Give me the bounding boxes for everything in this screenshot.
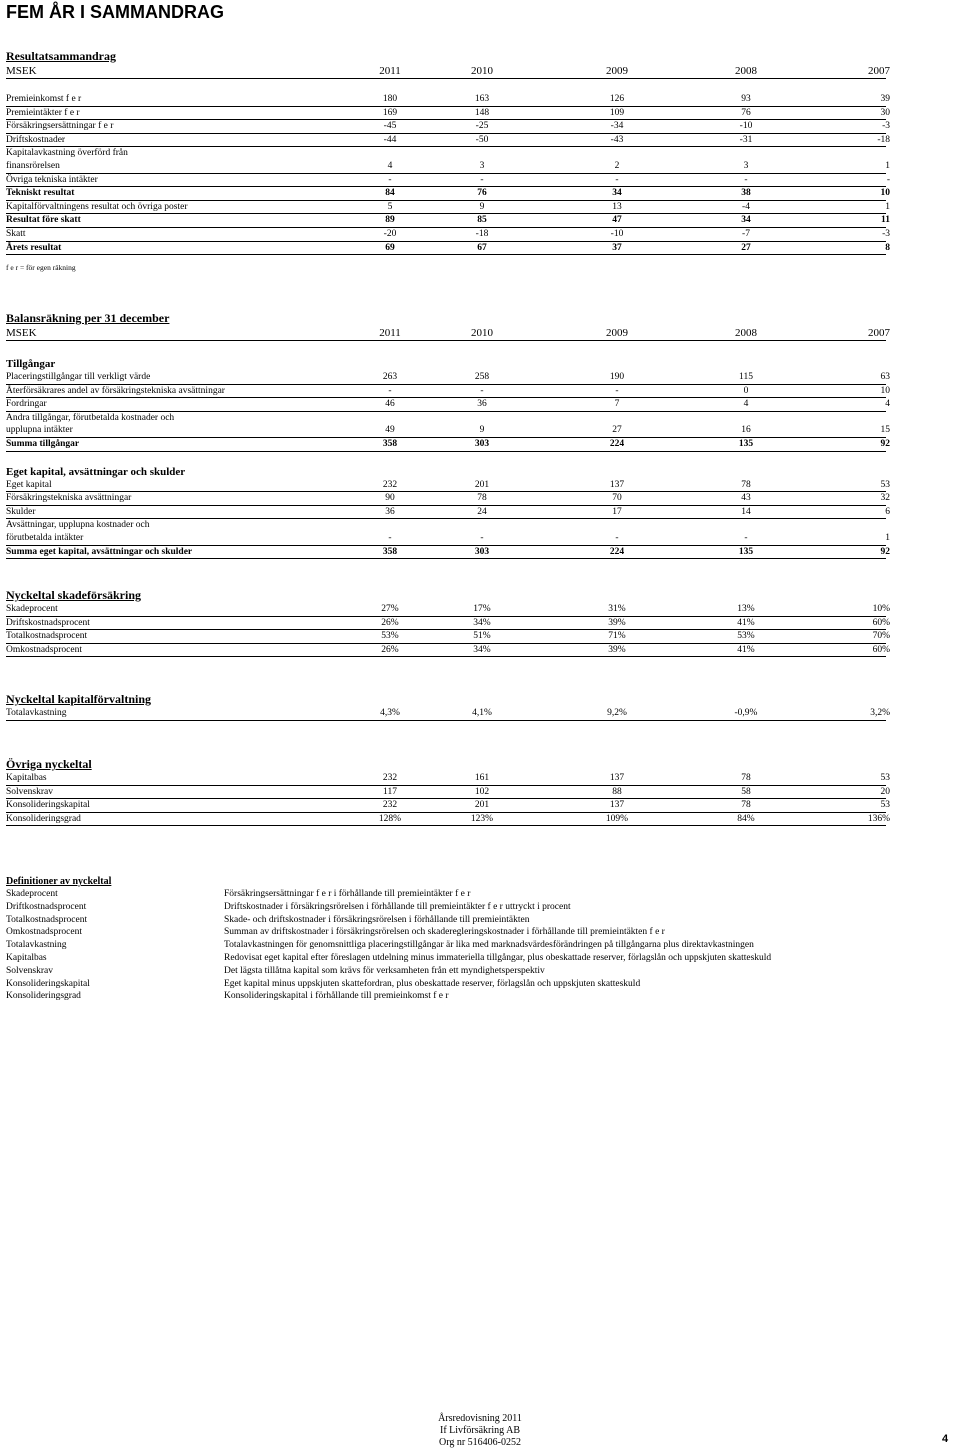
table-row: [6, 707, 890, 721]
table-row: [6, 93, 890, 107]
row-label: Årets resultat: [6, 242, 62, 253]
table-row: [6, 242, 890, 256]
value-cell: 303: [474, 546, 490, 557]
value-cell: 84: [385, 188, 395, 199]
table-row: [6, 617, 890, 631]
section-kapital: [6, 692, 890, 721]
value-cell: 34%: [473, 644, 491, 655]
value-cell: 92: [880, 546, 890, 557]
year-header: 2007: [868, 65, 890, 77]
value-cell: 32: [880, 493, 890, 504]
value-cell: 3: [743, 160, 749, 171]
value-cell: 76: [477, 188, 487, 199]
value-cell: 92: [880, 438, 890, 449]
value-cell: 30: [880, 107, 890, 118]
definition-text: Försäkringsersättningar f e r i förhållande till premieintäkter f e r: [224, 889, 471, 899]
value-cell: 2: [614, 160, 620, 171]
value-cell: -7: [742, 228, 750, 239]
row-label: Kapitalbas: [6, 773, 47, 783]
unit-label: MSEK: [6, 327, 37, 339]
year-header: 2009: [606, 327, 628, 339]
row-label: Resultat före skatt: [6, 215, 81, 226]
value-cell: 27%: [381, 604, 399, 614]
definition-term: Konsolideringsgrad: [6, 991, 81, 1002]
value-cell: 60%: [872, 617, 890, 628]
value-cell: 37: [612, 242, 622, 253]
value-cell: 135: [738, 546, 754, 557]
footnote: f e r = för egen räkning: [6, 263, 76, 272]
year-header: 2011: [379, 65, 401, 77]
section-title: Resultatsammandrag: [6, 49, 116, 63]
table-row: [6, 134, 890, 148]
value-cell: -44: [383, 134, 397, 145]
section-title: Balansräkning per 31 december: [6, 311, 170, 325]
definition-term: Solvenskrav: [6, 965, 53, 976]
value-cell: -31: [739, 134, 753, 145]
value-cell: 26%: [381, 617, 399, 628]
value-cell: 49: [385, 425, 395, 436]
value-cell: 84%: [737, 813, 755, 824]
section-title: Övriga nyckeltal: [6, 757, 92, 771]
value-cell: -: [480, 532, 484, 543]
value-cell: -: [388, 385, 392, 396]
assets-table: [6, 371, 890, 452]
row-label: Kapitalavkastning överförd från finansrörelsen: [6, 148, 128, 171]
footer-company: If Livförsäkring AB: [440, 1425, 520, 1436]
table-row: [6, 813, 890, 827]
section-skade: [6, 588, 890, 657]
value-cell: 78: [741, 479, 751, 490]
value-cell: -10: [610, 228, 624, 239]
row-label: Driftskostnadsprocent: [6, 617, 90, 628]
value-cell: 1: [885, 160, 890, 171]
footer-report: Årsredovisning 2011: [438, 1413, 522, 1424]
value-cell: 0: [743, 385, 749, 396]
section-balans: [6, 311, 890, 559]
value-cell: 117: [383, 786, 397, 797]
table-row: [6, 214, 890, 228]
page-number: 4: [942, 1433, 949, 1445]
value-cell: 3,2%: [870, 708, 890, 718]
row-label: Driftskostnader: [6, 134, 66, 145]
value-cell: -3: [882, 228, 890, 239]
value-cell: 34: [741, 215, 751, 226]
row-label: Eget kapital: [6, 479, 52, 490]
definition-item: [6, 914, 906, 927]
value-cell: 58: [741, 786, 751, 797]
value-cell: 303: [474, 438, 490, 449]
definitions-list: [6, 888, 906, 1003]
table-row: [6, 412, 890, 438]
value-cell: 109%: [605, 813, 629, 824]
table-row: [6, 201, 890, 215]
row-label: Premieintäkter f e r: [6, 107, 80, 118]
value-cell: 10: [880, 188, 890, 199]
unit-label: MSEK: [6, 65, 37, 77]
value-cell: 161: [474, 773, 490, 783]
definition-term: Totalavkastning: [6, 940, 67, 951]
assets-heading: Tillgångar: [6, 358, 56, 370]
value-cell: 115: [739, 372, 753, 382]
table-row: [6, 546, 890, 560]
value-cell: 41%: [737, 617, 755, 628]
value-cell: 9,2%: [607, 708, 627, 718]
value-cell: 14: [741, 506, 751, 517]
value-cell: 358: [382, 438, 398, 449]
table-row: [6, 603, 890, 617]
table-header: [6, 326, 890, 341]
value-cell: 126: [609, 94, 625, 104]
value-cell: -18: [475, 228, 489, 239]
definition-text: Skade- och driftskostnader i försäkringsrörelsen i förhållande till premieintäkten: [224, 914, 530, 925]
definition-term: Skadeprocent: [6, 889, 58, 899]
year-header: 2010: [471, 65, 493, 77]
kapital-table: [6, 707, 890, 721]
year-header: 2009: [606, 65, 628, 77]
row-label: Skatt: [6, 228, 26, 239]
value-cell: 258: [474, 372, 490, 382]
value-cell: 71%: [608, 631, 626, 642]
value-cell: -50: [475, 134, 489, 145]
value-cell: 88: [612, 786, 622, 797]
definition-item: [6, 926, 906, 939]
value-cell: 232: [382, 773, 398, 783]
value-cell: -: [480, 385, 484, 396]
table-row: [6, 644, 890, 658]
row-label: Premieinkomst f e r: [6, 94, 82, 104]
value-cell: 9: [479, 425, 485, 436]
table-row: [6, 786, 890, 800]
value-cell: 8: [885, 242, 890, 253]
value-cell: 201: [474, 800, 490, 811]
value-cell: 34%: [473, 617, 491, 628]
section-title: Nyckeltal kapitalförvaltning: [6, 692, 152, 706]
value-cell: 169: [382, 107, 398, 118]
definition-item: [6, 990, 906, 1003]
definition-text: Driftskostnader i försäkringsrörelsen i förhållande till premieintäkter f e r uttryckt i procent: [224, 901, 571, 912]
row-label: Avsättningar, upplupna kostnader och förutbetalda intäkter: [6, 520, 150, 543]
value-cell: -0,9%: [734, 708, 758, 718]
definition-text: Det lägsta tillåtna kapital som krävs för verksamheten från ett myndighetsperspektiv: [224, 965, 545, 976]
value-cell: 53: [880, 773, 890, 783]
value-cell: -: [744, 174, 748, 185]
value-cell: -43: [610, 134, 624, 145]
table-row: [6, 492, 890, 506]
value-cell: 41%: [737, 644, 755, 655]
table-row: [6, 479, 890, 493]
table-row: [6, 506, 890, 520]
year-header: 2011: [379, 327, 401, 339]
value-cell: -18: [877, 134, 890, 145]
value-cell: -: [615, 532, 619, 543]
value-cell: 1: [885, 532, 890, 543]
value-cell: 78: [477, 493, 487, 504]
value-cell: -34: [610, 121, 624, 132]
value-cell: 263: [382, 372, 398, 382]
value-cell: 20: [880, 786, 890, 797]
value-cell: 39%: [608, 617, 626, 628]
value-cell: 1: [885, 201, 890, 212]
value-cell: 4: [743, 399, 749, 410]
value-cell: 190: [609, 372, 625, 382]
table-row: [6, 107, 890, 121]
value-cell: 163: [474, 94, 490, 104]
value-cell: 51%: [473, 631, 491, 642]
table-row: [6, 371, 890, 385]
page-title: FEM ÅR I SAMMANDRAG: [6, 2, 224, 22]
table-row: [6, 174, 890, 188]
value-cell: -3: [882, 121, 890, 132]
value-cell: 136%: [867, 813, 890, 824]
value-cell: 137: [609, 800, 625, 811]
definition-item: [6, 965, 906, 978]
value-cell: 137: [609, 773, 625, 783]
ovriga-table: [6, 772, 890, 826]
value-cell: 89: [385, 215, 395, 226]
value-cell: 123%: [470, 813, 494, 824]
value-cell: 17%: [473, 604, 491, 614]
value-cell: -: [388, 532, 392, 543]
row-label: Konsolideringsgrad: [6, 813, 81, 824]
section-resultat: [6, 49, 890, 255]
row-label: Totalkostnadsprocent: [6, 631, 88, 642]
row-label: Skadeprocent: [6, 604, 58, 614]
value-cell: -20: [383, 228, 397, 239]
value-cell: 53%: [381, 631, 399, 642]
definition-item: [6, 939, 906, 952]
value-cell: 10%: [872, 604, 890, 614]
value-cell: 232: [382, 800, 398, 811]
value-cell: 76: [741, 107, 751, 118]
value-cell: 6: [885, 506, 890, 517]
value-cell: 224: [609, 546, 625, 557]
value-cell: 4,1%: [472, 708, 492, 718]
definition-term: Kapitalbas: [6, 952, 47, 963]
footer-orgnr: Org nr 516406-0252: [438, 1437, 522, 1448]
value-cell: 13: [612, 201, 622, 212]
value-cell: 67: [477, 242, 487, 253]
definition-text: Konsolideringskapital i förhållande till premieinkomst f e r: [224, 991, 449, 1002]
row-label: Placeringstillgångar till verkligt värde: [6, 372, 151, 382]
definition-item: [6, 978, 906, 991]
value-cell: 26%: [381, 644, 399, 655]
section-ovriga: [6, 757, 890, 826]
value-cell: -4: [742, 201, 750, 212]
table-row: [6, 120, 890, 134]
definition-item: [6, 952, 906, 965]
row-label: Fordringar: [6, 399, 47, 410]
value-cell: 43: [741, 493, 751, 504]
row-label: Solvenskrav: [6, 786, 53, 797]
table-row: [6, 799, 890, 813]
definition-text: Eget kapital minus uppskjuten skattefordran, plus obeskattade reserver, förlagslån och uppskjuten skatteskuld: [224, 978, 641, 989]
value-cell: 9: [479, 201, 485, 212]
row-label: Återförsäkrares andel av försäkringstekniska avsättningar: [6, 385, 225, 396]
value-cell: 5: [387, 201, 393, 212]
row-label: Försäkringsersättningar f e r: [6, 121, 114, 132]
value-cell: 34: [612, 188, 622, 199]
value-cell: 38: [741, 188, 751, 199]
footer: [380, 1413, 580, 1449]
value-cell: 69: [385, 242, 395, 253]
value-cell: 4: [885, 399, 890, 410]
value-cell: 137: [609, 479, 625, 490]
value-cell: -: [480, 174, 484, 185]
definition-term: Totalkostnadsprocent: [6, 914, 88, 925]
row-label: Kapitalförvaltningens resultat och övriga poster: [6, 201, 188, 212]
value-cell: 4,3%: [380, 708, 400, 718]
value-cell: 53: [880, 479, 890, 490]
value-cell: 93: [741, 94, 751, 104]
table-row: [6, 772, 890, 786]
value-cell: -: [388, 174, 392, 185]
value-cell: 16: [741, 425, 751, 436]
equity-table: [6, 479, 890, 560]
value-cell: 358: [382, 546, 398, 557]
table-row: [6, 228, 890, 242]
row-label: Konsolideringskapital: [6, 800, 90, 811]
table-row: [6, 398, 890, 412]
definition-term: Konsolideringskapital: [6, 978, 90, 989]
value-cell: 102: [474, 786, 490, 797]
table-header: [6, 64, 890, 79]
row-label: Andra tillgångar, förutbetalda kostnader och upplupna intäkter: [6, 412, 175, 436]
definition-item: [6, 888, 906, 901]
value-cell: 10: [880, 385, 890, 396]
definition-text: Totalavkastningen för genomsnittliga placeringstillgångar är lika med marknadsvärdesförändringen på tillgångarna plus direktavkastningen: [224, 940, 754, 951]
definition-text: Redovisat eget kapital efter föreslagen utdelning minus immateriella tillgångar, plus obeskattade reserver, förlagslån och uppskjuten skatteskuld: [224, 952, 772, 963]
value-cell: 70: [612, 493, 622, 504]
value-cell: -45: [383, 121, 397, 132]
row-label: Skulder: [6, 506, 36, 517]
value-cell: 53: [880, 800, 890, 811]
table-row: [6, 147, 890, 173]
value-cell: 11: [881, 215, 890, 226]
year-header: 2008: [735, 327, 757, 339]
table-row: [6, 630, 890, 644]
value-cell: 47: [612, 215, 622, 226]
definition-text: Summan av driftskostnader i försäkringsrörelsen och skaderegleringskostnader i förhållande till premieintäkten f e r: [224, 927, 665, 938]
year-header: 2007: [868, 327, 890, 339]
value-cell: 128%: [378, 813, 402, 824]
resultat-table: [6, 93, 890, 255]
table-row: [6, 385, 890, 399]
equity-heading: Eget kapital, avsättningar och skulder: [6, 465, 186, 478]
value-cell: 46: [385, 399, 395, 410]
value-cell: -: [744, 532, 748, 543]
year-header: 2010: [471, 327, 493, 339]
value-cell: 85: [477, 215, 487, 226]
value-cell: 60%: [872, 644, 890, 655]
table-row: [6, 438, 890, 452]
value-cell: 36: [385, 506, 395, 517]
value-cell: 15: [880, 425, 890, 436]
section-title: Nyckeltal skadeförsäkring: [6, 588, 141, 602]
value-cell: 24: [477, 506, 487, 517]
row-label: Omkostnadsprocent: [6, 644, 82, 655]
value-cell: 3: [479, 160, 485, 171]
definitions: [6, 875, 906, 1003]
value-cell: 201: [474, 479, 490, 490]
row-label: Summa tillgångar: [6, 438, 80, 449]
row-label: Summa eget kapital, avsättningar och skulder: [6, 546, 193, 557]
value-cell: 109: [609, 107, 625, 118]
value-cell: 17: [612, 506, 622, 517]
value-cell: 36: [477, 399, 487, 410]
value-cell: 63: [880, 372, 890, 382]
value-cell: 90: [385, 493, 395, 504]
value-cell: 39: [880, 94, 890, 104]
row-label: Tekniskt resultat: [6, 188, 75, 199]
value-cell: -: [886, 174, 890, 185]
definitions-title: Definitioner av nyckeltal: [6, 876, 112, 887]
value-cell: 78: [741, 773, 751, 783]
table-row: [6, 519, 890, 545]
value-cell: -25: [475, 121, 489, 132]
value-cell: -10: [739, 121, 753, 132]
value-cell: -: [615, 174, 619, 185]
value-cell: -: [615, 385, 619, 396]
value-cell: 135: [738, 438, 754, 449]
row-label: Försäkringstekniska avsättningar: [6, 493, 132, 504]
value-cell: 70%: [872, 631, 890, 642]
skade-table: [6, 603, 890, 657]
row-label: Övriga tekniska intäkter: [6, 174, 98, 185]
value-cell: 39%: [608, 644, 626, 655]
row-label: Totalavkastning: [6, 708, 67, 718]
value-cell: 232: [382, 479, 398, 490]
value-cell: 27: [741, 242, 751, 253]
value-cell: 78: [741, 800, 751, 811]
definition-term: Driftkostnadsprocent: [6, 901, 87, 912]
year-header: 2008: [735, 65, 757, 77]
value-cell: 53%: [737, 631, 755, 642]
value-cell: 27: [612, 425, 622, 436]
value-cell: 148: [474, 107, 490, 118]
value-cell: 180: [382, 94, 398, 104]
value-cell: 7: [614, 399, 620, 410]
value-cell: 13%: [737, 604, 755, 614]
definition-term: Omkostnadsprocent: [6, 927, 82, 938]
value-cell: 31%: [608, 604, 626, 614]
value-cell: 4: [387, 160, 393, 171]
definition-item: [6, 901, 906, 914]
table-row: [6, 187, 890, 201]
value-cell: 224: [609, 438, 625, 449]
